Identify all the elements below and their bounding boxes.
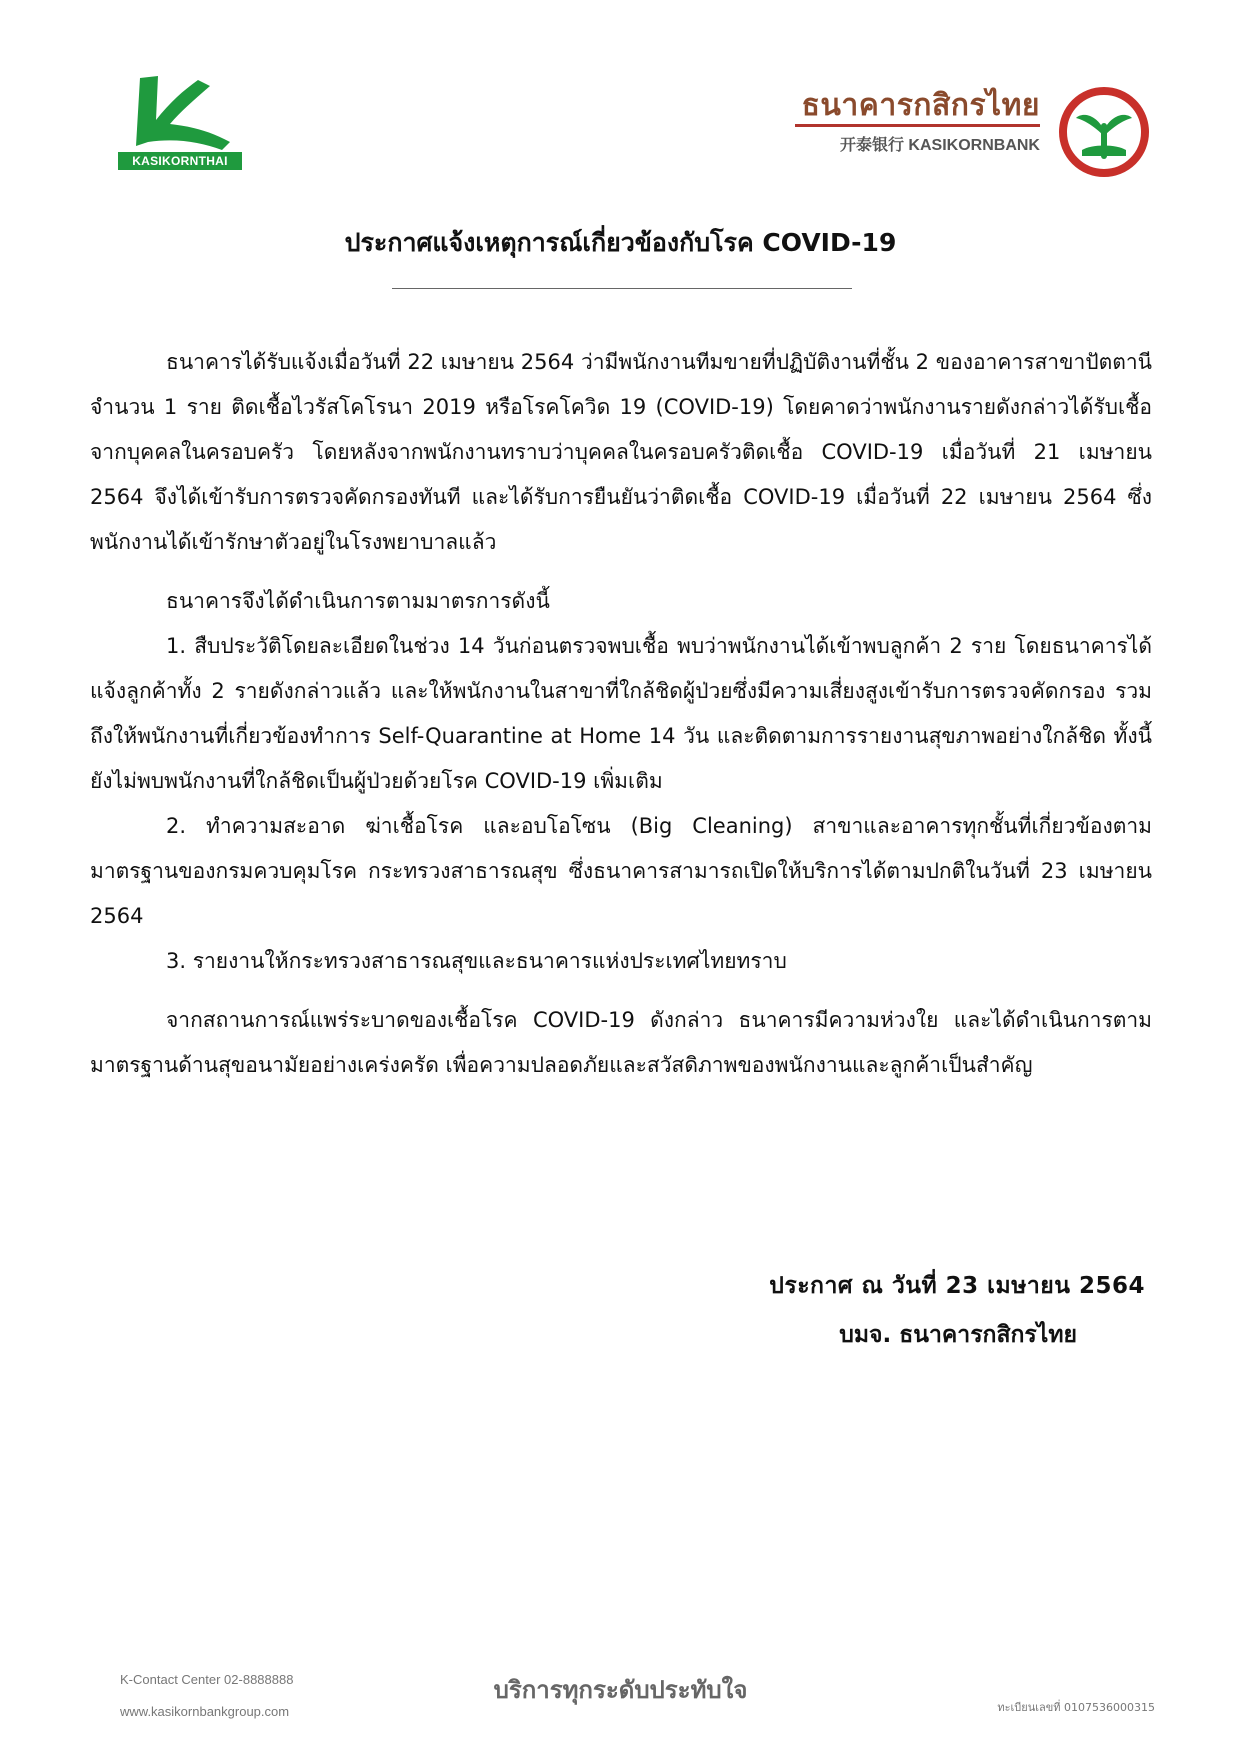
bank-name-underline [795, 124, 1040, 127]
kasikornthai-logo-text: KASIKORNTHAI [118, 152, 242, 170]
bank-brand [790, 82, 1040, 162]
k-leaf-icon [118, 72, 242, 152]
list-item-measure-3: 3. รายงานให้กระทรวงสาธารณสุขและธนาคารแห่งประเทศไทยทราบ [166, 949, 787, 973]
paragraph-conclusion: จากสถานการณ์แพร่ระบาดของเชื้อโรค COVID-19 ดังกล่าว ธนาคารมีความห่วงใย และได้ดำเนินการตามมาตรฐานด้านสุขอนามัยอย่างเคร่งครัด เพื่อความปลอดภัยและสวัสดิภาพของพนักงานและลูกค้าเป็นสำคัญ [90, 1008, 1152, 1077]
paragraph-measures-intro: ธนาคารจึงได้ดำเนินการตามมาตรการดังนี้ [166, 589, 550, 613]
footer-registration-number: ทะเบียนเลขที่ 0107536000315 [997, 1701, 1155, 1714]
page-footer [0, 1660, 1241, 1720]
title-divider [392, 288, 852, 289]
paragraph-incident: ธนาคารได้รับแจ้งเมื่อวันที่ 22 เมษายน 2564 ว่ามีพนักงานทีมขายที่ปฏิบัติงานที่ชั้น 2 ของอาคารสาขาปัตตานี จำนวน 1 ราย ติดเชื้อไวรัสโคโรนา 2019 หรือโรคโควิด 19 (COVID-19) โดยคาดว่าพนักงานรายดังกล่าวได้รับเชื้อจากบุคคลในครอบครัว โดยหลังจากพนักงานทราบว่าบุคคลในครอบครัวติดเชื้อ COVID-19 เมื่อวันที่ 21 เมษายน 2564 จึงได้เข้ารับการตรวจคัดกรองทันที และได้รับการยืนยันว่าติดเชื้อ COVID-19 เมื่อวันที่ 22 เมษายน 2564 ซึ่งพนักงานได้เข้ารักษาตัวอยู่ในโรงพยาบาลแล้ว [90, 350, 1152, 554]
company-signature: บมจ. ธนาคารกสิกรไทย [839, 1322, 1077, 1348]
footer-contact-center: K-Contact Center 02-8888888 [120, 1672, 294, 1687]
footer-slogan: บริการทุกระดับประทับใจ [493, 1676, 748, 1704]
footer-website: www.kasikornbankgroup.com [120, 1704, 290, 1719]
document-body [90, 340, 1152, 1088]
bank-name-english: 开泰银行 KASIKORNBANK [839, 137, 1040, 154]
bank-name-thai: ธนาคารกสิกรไทย [801, 88, 1040, 123]
document-title: ประกาศแจ้งเหตุการณ์เกี่ยวข้องกับโรค COVID-19 [344, 228, 897, 257]
kasikornthai-logo [118, 72, 246, 172]
list-item-measure-1: 1. สืบประวัติโดยละเอียดในช่วง 14 วันก่อนตรวจพบเชื้อ พบว่าพนักงานได้เข้าพบลูกค้า 2 ราย โดยธนาคารได้แจ้งลูกค้าทั้ง 2 รายดังกล่าวแล้ว และให้พนักงานในสาขาที่ใกล้ชิดผู้ป่วยซึ่งมีความเสี่ยงสูงเข้ารับการตรวจคัดกรอง รวมถึงให้พนักงานที่เกี่ยวข้องทำการ Self-Quarantine at Home 14 วัน และติดตามการรายงานสุขภาพอย่างใกล้ชิด ทั้งนี้ ยังไม่พบพนักงานที่ใกล้ชิดเป็นผู้ป่วยด้วยโรค COVID-19 เพิ่มเติม [90, 634, 1152, 793]
announcement-date: ประกาศ ณ วันที่ 23 เมษายน 2564 [769, 1273, 1145, 1299]
list-item-measure-2: 2. ทำความสะอาด ฆ่าเชื้อโรค และอบโอโซน (Big Cleaning) สาขาและอาคารทุกชั้นที่เกี่ยวข้องตามมาตรฐานของกรมควบคุมโรค กระทรวงสาธารณสุข ซึ่งธนาคารสามารถเปิดให้บริการได้ตามปกติในวันที่ 23 เมษายน 2564 [90, 814, 1152, 928]
kbank-emblem-icon [1058, 86, 1150, 178]
